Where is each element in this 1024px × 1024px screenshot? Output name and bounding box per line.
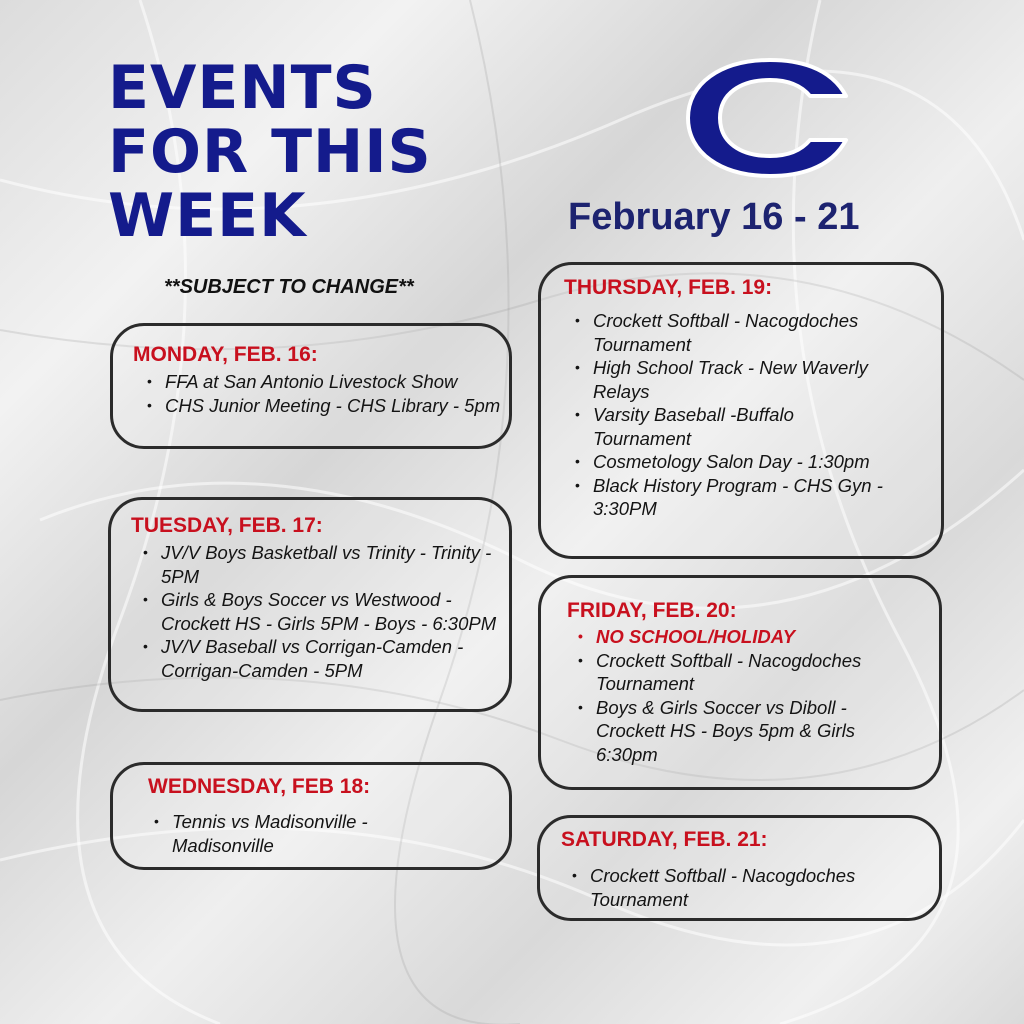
- friday-card: [538, 575, 942, 790]
- list-item: • Tennis vs Madisonville - Madisonville: [172, 810, 472, 857]
- list-item: • Cosmetology Salon Day - 1:30pm: [593, 450, 893, 474]
- list-item: • High School Track - New Waverly Relays: [593, 356, 893, 403]
- list-item: • Crockett Softball - Nacogdoches Tournament: [593, 309, 893, 356]
- day-heading-monday: MONDAY, FEB. 16:: [133, 343, 318, 366]
- day-heading-tuesday: TUESDAY, FEB. 17:: [131, 514, 323, 537]
- title-line-1: EVENTS: [108, 53, 377, 123]
- list-item: • JV/V Boys Basketball vs Trinity - Trinity - 5PM: [161, 541, 501, 588]
- list-item: • CHS Junior Meeting - CHS Library - 5pm: [165, 394, 505, 418]
- wednesday-event-list: [150, 810, 472, 857]
- list-item: • Crockett Softball - Nacogdoches Tournament: [596, 649, 896, 696]
- subject-to-change-notice: **SUBJECT TO CHANGE**: [164, 276, 414, 298]
- letter-c-logo-icon: [684, 58, 854, 178]
- list-item: • JV/V Baseball vs Corrigan-Camden - Corrigan-Camden - 5PM: [161, 635, 501, 682]
- friday-event-list: [574, 625, 896, 766]
- date-range: February 16 - 21: [568, 196, 860, 238]
- no-school-notice: • NO SCHOOL/HOLIDAY: [596, 625, 896, 649]
- day-heading-wednesday: WEDNESDAY, FEB 18:: [148, 775, 371, 798]
- day-heading-thursday: THURSDAY, FEB. 19:: [564, 276, 773, 299]
- day-heading-saturday: SATURDAY, FEB. 21:: [561, 828, 768, 851]
- list-item: • Varsity Baseball -Buffalo Tournament: [593, 403, 893, 450]
- list-item: • Black History Program - CHS Gyn - 3:30PM: [593, 474, 893, 521]
- list-item: • FFA at San Antonio Livestock Show: [165, 370, 505, 394]
- saturday-card: [537, 815, 942, 921]
- title-line-3: WEEK: [108, 181, 307, 251]
- tuesday-card: [108, 497, 512, 712]
- thursday-event-list: [571, 309, 893, 521]
- list-item: • Crockett Softball - Nacogdoches Tournament: [590, 864, 890, 911]
- day-heading-friday: FRIDAY, FEB. 20:: [567, 599, 737, 622]
- saturday-event-list: [568, 864, 890, 911]
- list-item: • Boys & Girls Soccer vs Diboll - Crockett HS - Boys 5pm & Girls 6:30pm: [596, 696, 896, 767]
- title-line-2: FOR THIS: [108, 117, 432, 187]
- monday-card: [110, 323, 512, 449]
- tuesday-event-list: [139, 541, 501, 682]
- monday-event-list: [143, 370, 505, 417]
- list-item: • Girls & Boys Soccer vs Westwood - Crockett HS - Girls 5PM - Boys - 6:30PM: [161, 588, 501, 635]
- thursday-card: [538, 262, 944, 559]
- wednesday-card: [110, 762, 512, 870]
- page-title: [108, 53, 432, 251]
